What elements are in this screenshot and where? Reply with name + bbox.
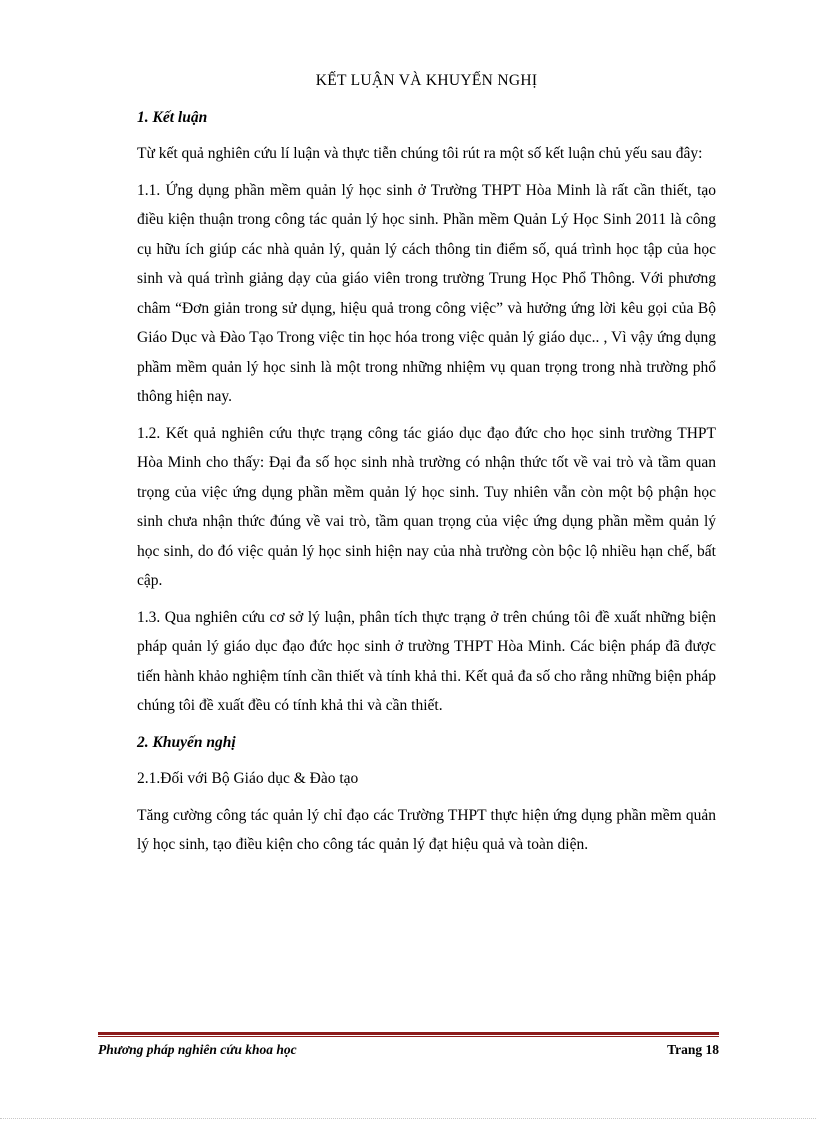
section-heading-conclusion: 1. Kết luận [137,108,208,126]
footer-rule-thin [98,1036,719,1037]
conclusion-point-1-1: 1.1. Ứng dụng phần mềm quản lý học sinh ở Trường THPT Hòa Minh là rất cần thiết, tạo điều kiện thuận trong công tác quản lý học sinh. Phần mềm Quản Lý Học Sinh 2011 là công cụ hữu ích giúp các nhà quản lý, quản lý cách thông tin điểm số, quá trình học tập của học sinh và quá trình giảng dạy của giáo viên trong trường Trung Học Phổ Thông. Với phương châm “Đơn giản trong sử dụng, hiệu quả trong công việc” và hưởng ứng lời kêu gọi của Bộ Giáo Dục và Đào Tạo Trong việc tin học hóa trong việc quản lý giáo dục.. , Vì vậy ứng dụng phầm mềm quản lý học sinh là một trong những nhiệm vụ quan trọng trong nhà trường phổ thông hiện nay. [137,181,716,405]
page-bottom-edge [0,1118,816,1119]
recommendation-subheading-2-1: 2.1.Đối với Bộ Giáo dục & Đào tạo [137,770,359,787]
recommendation-paragraph: Tăng cường công tác quản lý chỉ đạo các Trường THPT thực hiện ứng dụng phần mềm quản lý học sinh, tạo điều kiện cho công tác quản lý đạt hiệu quả và toàn diện. [137,806,716,853]
section-heading-recommendation: 2. Khuyến nghị [137,733,236,751]
page-footer [98,1040,719,1060]
footer-rule-thick [98,1032,719,1035]
footer-course-title: Phương pháp nghiên cứu khoa học [98,1042,297,1057]
conclusion-point-1-3: 1.3. Qua nghiên cứu cơ sở lý luận, phân tích thực trạng ở trên chúng tôi đề xuất những biện pháp quản lý giáo dục đạo đức học sinh ở trường THPT Hòa Minh. Các biện pháp đã được tiến hành khảo nghiệm tính cần thiết và tính khả thi. Kết quả đa số cho rằng những biện pháp chúng tôi đề xuất đều có tính khả thi và cần thiết. [137,608,716,714]
footer-page-number: Trang 18 [667,1042,719,1057]
conclusion-intro-paragraph: Từ kết quả nghiên cứu lí luận và thực tiễn chúng tôi rút ra một số kết luận chủ yếu sau đây: [137,145,703,162]
page-content [137,66,716,867]
conclusion-point-1-2: 1.2. Kết quả nghiên cứu thực trạng công tác giáo dục đạo đức cho học sinh trường THPT Hòa Minh cho thấy: Đại đa số học sinh nhà trường có nhận thức tốt về vai trò và tầm quan trọng của việc ứng dụng phần mềm quản lý học sinh. Tuy nhiên vẫn còn một bộ phận học sinh chưa nhận thức đúng về vai trò, tầm quan trọng của việc ứng dụng phần mềm quản lý học sinh, do đó việc quản lý học sinh hiện nay của nhà trường còn bộc lộ nhiều hạn chế, bất cập. [137,424,716,589]
page-title: KẾT LUẬN VÀ KHUYẾN NGHỊ [315,72,538,89]
